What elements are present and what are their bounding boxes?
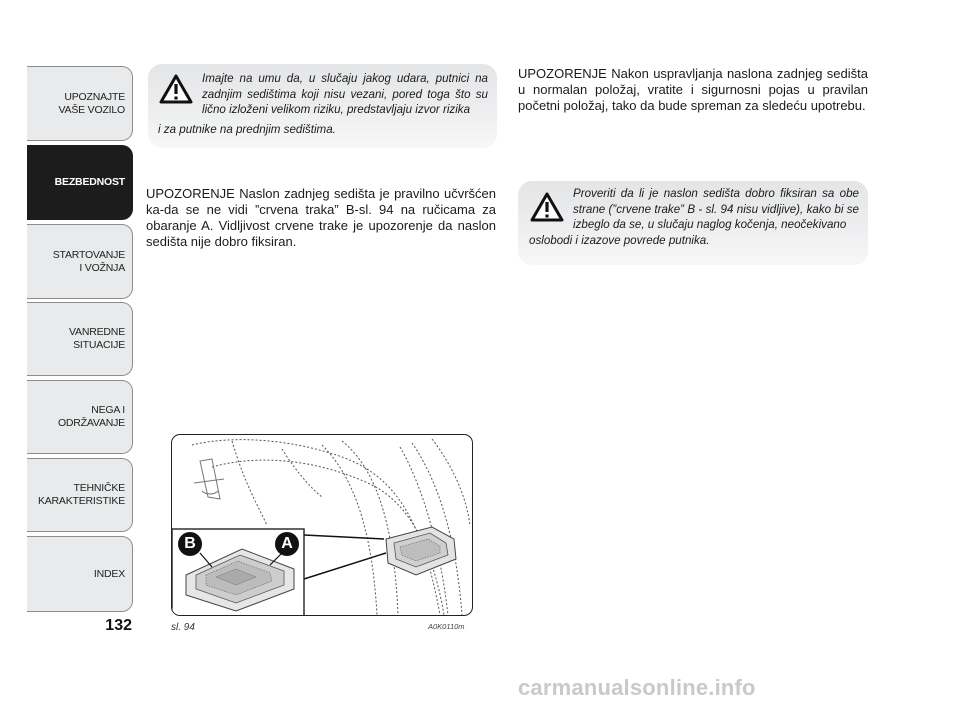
figure-94 (171, 434, 473, 616)
warning-text-left-last: i za putnike na prednjim sedištima. (158, 123, 336, 136)
paragraph-right-lead: UPOZORENJE (518, 66, 607, 81)
tab-tehnicke-karakteristike[interactable]: TEHNIČKE KARAKTERISTIKE (27, 458, 133, 532)
warning-triangle-icon (159, 74, 193, 104)
warning-text-right-last: oslobodi i izazove povrede putnika. (529, 234, 710, 247)
label-b-badge: B (178, 532, 202, 556)
tab-startovanje-i-voznja[interactable]: STARTOVANJE I VOŽNJA (27, 224, 133, 299)
tab-bezbednost[interactable]: BEZBEDNOST (27, 145, 133, 220)
tab-nega-i-odrzavanje[interactable]: NEGA I ODRŽAVANJE (27, 380, 133, 454)
warning-text-left: Imajte na umu da, u slučaju jakog udara, putnici na zadnjim sedištima koji nisu vezani, pored toga što su lično izloženi velikom riziku, predstavljaju izvor rizika (202, 72, 488, 116)
paragraph-right-text: Nakon uspravljanja naslona zadnjeg sedišta u normalan položaj, vratite i sigurnosni pojas u pravilan početni položaj, tako da bude spreman za sledeću upotrebu. (518, 66, 868, 113)
page-number: 132 (105, 617, 132, 634)
warning-box-left (148, 64, 497, 148)
figure-code: A0K0110m (428, 622, 465, 631)
watermark: carmanualsonline.info (518, 675, 756, 700)
paragraph-left-lead: UPOZORENJE (146, 186, 235, 201)
tab-vanredne-situacije[interactable]: VANREDNE SITUACIJE (27, 302, 133, 376)
figure-caption: sl. 94 (171, 622, 195, 633)
paragraph-left-text: Naslon zadnjeg sedišta je pravilno učvršćen ka-da se ne vidi ”crvena traka” B-sl. 94 na ručicama za obaranje A. Vidljivost crvene trake je upozorenje da naslon sedišta nije dobro fiksiran. (146, 186, 496, 249)
warning-box-right (518, 181, 868, 265)
warning-triangle-icon (530, 192, 564, 222)
paragraph-right (518, 66, 868, 114)
paragraph-left (146, 186, 496, 250)
tab-index[interactable]: INDEX (27, 536, 133, 612)
tab-upoznajte-vase-vozilo[interactable]: UPOZNAJTE VAŠE VOZILO (27, 66, 133, 141)
seat-illustration (172, 435, 473, 616)
label-a-badge: A (275, 532, 299, 556)
warning-text-right: Proveriti da li je naslon sedišta dobro fiksiran sa obe strane (”crvene trake” B - sl. 94 nisu vidljive), kako bi se izbeglo da se, u slučaju naglog kočenja, neočekivano (573, 187, 859, 231)
